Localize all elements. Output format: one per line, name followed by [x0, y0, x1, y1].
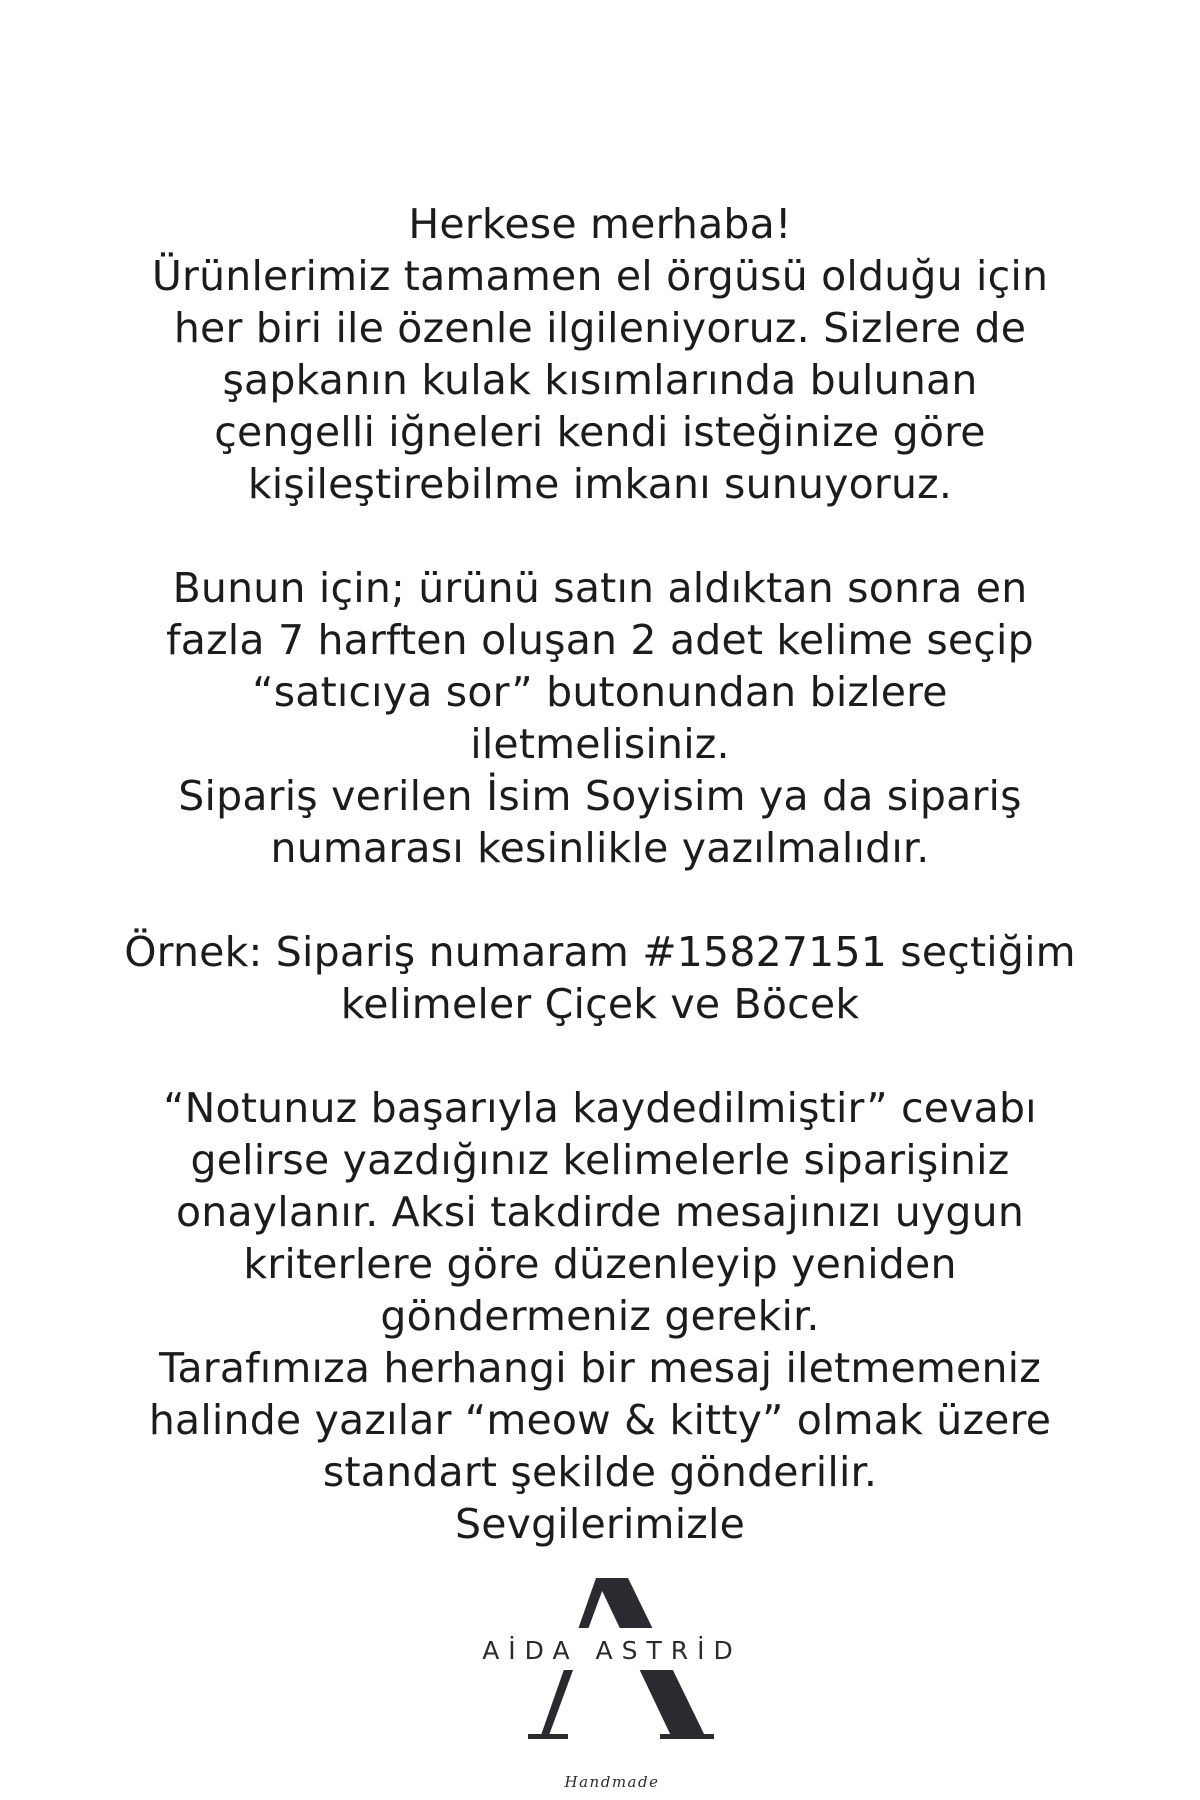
brand-tagline: Handmade — [564, 1773, 660, 1791]
paragraph-spacer — [0, 1030, 1200, 1082]
paragraph-example — [0, 926, 1200, 1030]
text-line: her biri ile özenle ilgileniyoruz. Sizlere de — [173, 304, 1027, 352]
text-line: “satıcıya sor” butonundan bizlere — [252, 668, 948, 716]
text-line: Herkese merhaba! — [408, 200, 792, 248]
text-line: Tarafımıza herhangi bir mesaj iletmemeniz — [159, 1344, 1041, 1392]
text-line: çengelli iğneleri kendi isteğinize göre — [214, 408, 986, 456]
brand-name: AİDA ASTRİD — [482, 1636, 742, 1665]
paragraph-greeting — [0, 198, 1200, 510]
text-line: kişileştirebilme imkanı sunuyoruz. — [247, 460, 953, 508]
paragraph-spacer — [0, 510, 1200, 562]
text-line: Ürünlerimiz tamamen el örgüsü olduğu için — [151, 252, 1049, 300]
text-line: Sipariş verilen İsim Soyisim ya da sipariş — [178, 772, 1022, 820]
paragraph-instructions — [0, 562, 1200, 874]
text-line: gelirse yazdığınız kelimelerle siparişiniz — [190, 1136, 1010, 1184]
text-line: standart şekilde gönderilir. — [322, 1448, 878, 1496]
text-line: kriterlere göre düzenleyip yeniden — [243, 1240, 957, 1288]
brand-logo-mark — [0, 1578, 1200, 1793]
brand-logo — [0, 1578, 1200, 1793]
text-line: Örnek: Sipariş numaram #15827151 seçtiğim — [124, 928, 1076, 976]
text-line: halinde yazılar “meow & kitty” olmak üzere — [148, 1396, 1052, 1444]
text-line: numarası kesinlikle yazılmalıdır. — [270, 824, 930, 872]
paragraph-spacer — [0, 874, 1200, 926]
text-line: şapkanın kulak kısımlarında bulunan — [222, 356, 978, 404]
text-line: iletmelisiniz. — [470, 720, 730, 768]
text-line: “Notunuz başarıyla kaydedilmiştir” cevabı — [163, 1084, 1037, 1132]
message-text — [0, 198, 1200, 1550]
text-line: onaylanır. Aksi takdirde mesajınızı uygun — [175, 1188, 1025, 1236]
text-line: Bunun için; ürünü satın aldıktan sonra en — [172, 564, 1028, 612]
text-line: kelimeler Çiçek ve Böcek — [340, 980, 860, 1028]
paragraph-confirmation — [0, 1082, 1200, 1550]
text-line: Sevgilerimizle — [454, 1500, 746, 1548]
text-line: göndermeniz gerekir. — [380, 1292, 820, 1340]
text-line: fazla 7 harften oluşan 2 adet kelime seçip — [166, 616, 1034, 664]
